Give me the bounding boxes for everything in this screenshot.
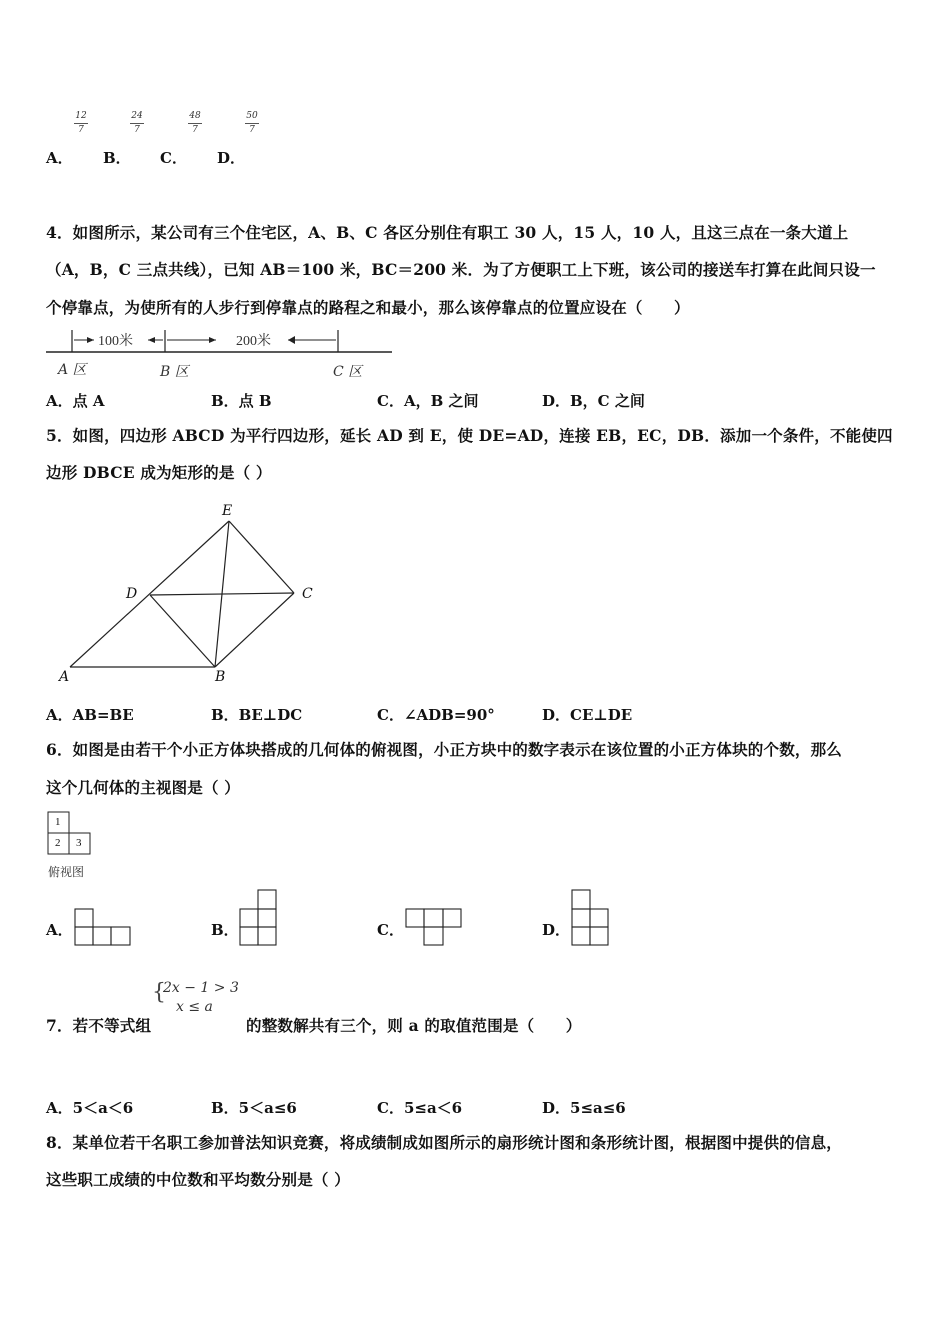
q4-label-a: A 区	[58, 362, 87, 378]
q7-option-c: C．5≤a＜6	[377, 1099, 463, 1117]
q4-label-c: C 区	[333, 364, 363, 380]
view-option-c	[406, 909, 461, 945]
q5-option-a: A．AB=BE	[46, 706, 134, 724]
q4-text-line1: 4．如图所示，某公司有三个住宅区，A、B、C 各区分别住有职工 30 人，15 人，10 人，且这三点在一条大道上	[46, 223, 849, 242]
point-label-c: C	[302, 586, 313, 602]
q5-option-d: D．CE⊥DE	[542, 706, 633, 724]
q7-option-d: D．5≤a≤6	[542, 1099, 626, 1117]
q3-option-a: A．	[46, 149, 73, 167]
q6-option-b: B．	[211, 921, 239, 939]
fraction-a-denominator: 7	[78, 125, 84, 135]
q7-option-b: B．5＜a≤6	[211, 1099, 297, 1117]
q6-option-c: C．	[377, 921, 404, 939]
view-option-a	[75, 909, 130, 945]
view-option-d	[572, 890, 608, 945]
q4-dist-bc: 200米	[236, 334, 271, 349]
fraction-c-denominator: 7	[192, 125, 198, 135]
fraction-b-denominator: 7	[134, 125, 140, 135]
q4-option-b: B．点 B	[211, 392, 272, 410]
fraction-d-denominator: 7	[249, 125, 255, 135]
q4-option-d: D．B，C 之间	[542, 392, 645, 410]
grid-caption: 俯视图	[48, 865, 85, 879]
grid-value-bottom-left: 2	[55, 837, 61, 849]
q4-dist-ab: 100米	[98, 334, 133, 349]
q3-option-c: C．	[160, 149, 187, 167]
view-option-b	[240, 890, 276, 945]
point-label-d: D	[126, 586, 138, 602]
q8-text-line2: 这些职工成绩的中位数和平均数分别是（ ）	[46, 1170, 350, 1189]
q4-label-b: B 区	[160, 364, 189, 380]
q7-text-prefix: 7．若不等式组	[46, 1016, 152, 1035]
q5-text-line1: 5．如图，四边形 ABCD 为平行四边形，延长 AD 到 E，使 DE=AD，连接 EB，EC，DB．添加一个条件，不能使四	[46, 426, 893, 445]
fraction-c-numerator: 48	[189, 111, 201, 121]
q6-option-d: D．	[542, 921, 571, 939]
q7-option-a: A．5＜a＜6	[46, 1099, 134, 1117]
brace-icon: {	[152, 980, 166, 1005]
q5-text-line2: 边形 DBCE 成为矩形的是（ ）	[46, 463, 272, 482]
q5-option-b: B．BE⊥DC	[211, 706, 303, 724]
point-label-a: A	[59, 669, 70, 685]
q3-option-d: D．	[217, 149, 246, 167]
fraction-b-numerator: 24	[131, 111, 143, 121]
grid-value-top: 1	[55, 816, 61, 828]
q7-system-line1: 2𝑥 − 1 > 3	[163, 980, 239, 996]
q7-text-suffix: 的整数解共有三个，则 a 的取值范围是（ ）	[246, 1016, 582, 1035]
q8-text-line1: 8．某单位若干名职工参加普法知识竞赛，将成绩制成如图所示的扇形统计图和条形统计图，根据图中提供的信息，	[46, 1133, 842, 1152]
q4-text-line2: （A，B，C 三点共线），已知 AB＝100 米，BC＝200 米．为了方便职工上下班，该公司的接送车打算在此间只设一	[46, 260, 876, 279]
fraction-d-numerator: 50	[246, 111, 258, 121]
q4-text-line3: 个停靠点，为使所有的人步行到停靠点的路程之和最小，那么该停靠点的位置应设在（ ）	[46, 298, 690, 317]
q7-system-line2: 𝑥 ≤ 𝑎	[176, 999, 213, 1015]
grid-value-bottom-right: 3	[76, 837, 82, 849]
q4-option-c: C．A，B 之间	[377, 392, 479, 410]
q4-option-a: A．点 A	[46, 392, 105, 410]
q6-text-line1: 6．如图是由若干个小正方体块搭成的几何体的俯视图，小正方块中的数字表示在该位置的小正方体块的个数，那么	[46, 740, 842, 759]
fraction-a-numerator: 12	[75, 111, 87, 121]
point-label-e: E	[222, 503, 233, 519]
q3-option-b: B．	[103, 149, 131, 167]
point-label-b: B	[215, 669, 226, 685]
q6-text-line2: 这个几何体的主视图是（ ）	[46, 778, 240, 797]
q6-option-a: A．	[46, 921, 73, 939]
q5-option-c: C．∠ADB=90°	[377, 706, 495, 724]
